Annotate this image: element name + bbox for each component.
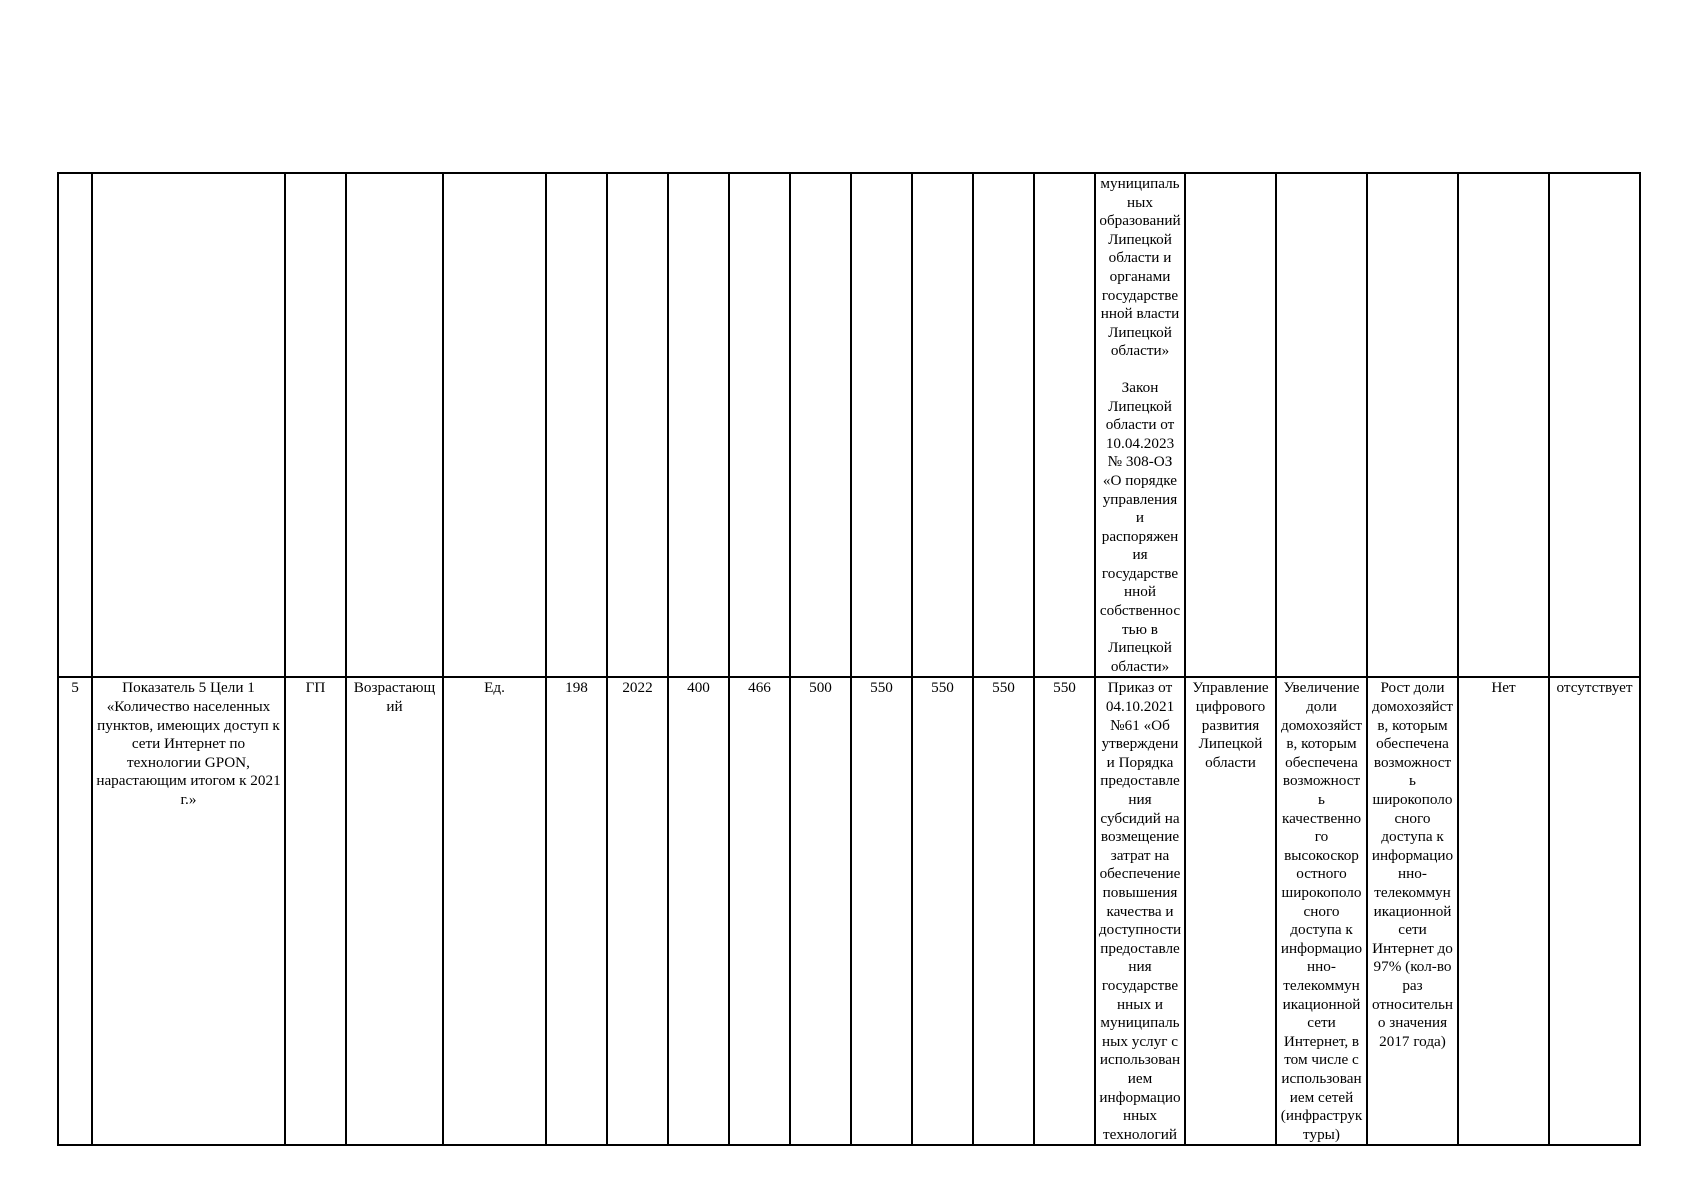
national-goal-line: 97% (кол-во: [1373, 958, 1452, 976]
cell-responsible-empty: [1185, 173, 1276, 677]
national-goal-line: ь: [1409, 772, 1416, 790]
document-line: и: [1135, 509, 1145, 527]
document-line: государстве: [1101, 976, 1179, 994]
national-goal-line: в, которым: [1377, 716, 1448, 734]
goal-link-line: доступа к: [1290, 921, 1353, 939]
document-line: муниципаль: [1100, 1014, 1180, 1032]
document-line: области и: [1108, 249, 1172, 267]
document-line: Приказ от: [1107, 679, 1173, 697]
table-row-continued: [58, 173, 1640, 677]
document-line: затрат на: [1110, 846, 1170, 864]
goal-link-line: возможност: [1282, 772, 1361, 790]
cell-value-year-6: 550: [973, 677, 1034, 1145]
national-goal-line: возможност: [1373, 753, 1452, 771]
document-line: государстве: [1101, 286, 1179, 304]
cell-unit: Ед.: [443, 677, 546, 1145]
table-row-5: [58, 677, 1640, 1145]
document-line: № 308-ОЗ: [1107, 453, 1173, 471]
goal-link-line: сети: [1307, 1014, 1336, 1032]
cell-responsible: Управление цифрового развития Липецкой области: [1185, 677, 1276, 1145]
goal-link-line: том числе с: [1284, 1051, 1359, 1069]
cell-trend: Возрастающ ий: [346, 677, 443, 1145]
cell-base-value-empty: [546, 173, 607, 677]
document-line: возмещение: [1100, 828, 1180, 846]
document-line: предоставле: [1100, 772, 1180, 790]
goal-link-line: информацио: [1280, 939, 1363, 957]
cell-value-empty: [973, 173, 1034, 677]
document-line: государстве: [1101, 564, 1179, 582]
cell-indicator: Показатель 5 Цели 1 «Количество населенных пунктов, имеющих доступ к сети Интернет по технологии GPON, нарастающим итогом к 2021 г.»: [92, 677, 285, 1145]
goal-link-line: ием сетей: [1289, 1088, 1354, 1106]
document-line: ных: [1127, 193, 1153, 211]
cell-value-empty: [790, 173, 851, 677]
cell-gis-flag-empty: [1458, 173, 1549, 677]
goal-link-line: туры): [1303, 1125, 1340, 1143]
document-line: нной власти: [1100, 305, 1180, 323]
cell-base-year: 2022: [607, 677, 668, 1145]
cell-document: [1095, 677, 1185, 1145]
goal-link-line: высокоскор: [1284, 846, 1359, 864]
document-line: распоряжен: [1101, 527, 1179, 545]
cell-trend-empty: [346, 173, 443, 677]
cell-number-empty: [58, 173, 92, 677]
document-line: Липецкой: [1108, 230, 1172, 248]
document-line: нных: [1122, 1107, 1158, 1125]
cell-value-empty: [912, 173, 973, 677]
cell-document-continued: [1095, 173, 1185, 677]
cell-base-value: 198: [546, 677, 607, 1145]
document-line: доступности: [1098, 921, 1182, 939]
document-line: тью в: [1122, 620, 1158, 638]
cell-number: 5: [58, 677, 92, 1145]
document-line: ием: [1127, 1069, 1153, 1087]
cell-value-year-3: 500: [790, 677, 851, 1145]
cell-unit-empty: [443, 173, 546, 677]
national-goal-line: Рост доли: [1380, 679, 1445, 697]
document-line: области»: [1110, 657, 1170, 675]
national-goal-line: сети: [1398, 921, 1427, 939]
goal-link-line: домохозяйст: [1281, 716, 1362, 734]
national-goal-line: информацио: [1371, 846, 1454, 864]
cell-value-empty: [851, 173, 912, 677]
goal-link-line: обеспечена: [1285, 753, 1358, 771]
goal-link-line: Увеличение: [1283, 679, 1360, 697]
goal-link-line: в, которым: [1286, 735, 1357, 753]
document-line: ния: [1128, 958, 1152, 976]
document-line: 04.10.2021: [1105, 698, 1175, 716]
cell-national-goal: [1367, 677, 1458, 1145]
cell-value-empty: [668, 173, 729, 677]
national-goal-line: сного: [1394, 809, 1431, 827]
national-goal-line: икационной: [1373, 902, 1452, 920]
goal-link-line: телекоммун: [1283, 976, 1360, 994]
document-line: нной: [1124, 583, 1156, 601]
cell-value-year-2: 466: [729, 677, 790, 1145]
goal-link-line: го: [1314, 828, 1329, 846]
cell-value-empty: [1034, 173, 1095, 677]
document-line: использован: [1099, 1051, 1181, 1069]
document-line: информацио: [1099, 1088, 1181, 1106]
document-line: субсидий на: [1100, 809, 1180, 827]
cell-value-year-7: 550: [1034, 677, 1095, 1145]
document-line: области»: [1110, 342, 1170, 360]
document-line: и Порядка: [1106, 753, 1174, 771]
document-gap: [1097, 361, 1183, 379]
document-line: собственнос: [1099, 602, 1181, 620]
goal-link-line: использован: [1281, 1069, 1362, 1087]
document-line: Закон: [1121, 378, 1159, 396]
national-goal-line: обеспечена: [1376, 735, 1449, 753]
document-line: утверждени: [1101, 735, 1179, 753]
document-line: нных и: [1117, 995, 1163, 1013]
cell-value-year-5: 550: [912, 677, 973, 1145]
indicators-table: [57, 172, 1641, 1146]
document-line: качества и: [1106, 902, 1174, 920]
national-goal-line: относительн: [1371, 995, 1453, 1013]
goal-link-line: (инфраструк: [1280, 1107, 1363, 1125]
document-line: 10.04.2023: [1105, 434, 1175, 452]
cell-value-empty: [729, 173, 790, 677]
document-line: области от: [1105, 416, 1175, 434]
document-line: предоставле: [1100, 939, 1180, 957]
document-line: «О порядке: [1102, 471, 1178, 489]
goal-link-line: ь: [1318, 791, 1325, 808]
national-goal-line: домохозяйст: [1372, 698, 1453, 716]
national-goal-line: широкополо: [1372, 791, 1453, 808]
national-goal-line: о значения: [1377, 1014, 1448, 1032]
document-line: управления: [1102, 490, 1178, 508]
document-line: Липецкой: [1108, 639, 1172, 657]
national-goal-line: нно-: [1398, 865, 1427, 883]
cell-base-year-empty: [607, 173, 668, 677]
goal-link-line: Интернет, в: [1283, 1032, 1360, 1050]
document-line: технологий: [1103, 1125, 1177, 1143]
cell-gis-flag: Нет: [1458, 677, 1549, 1145]
cell-value-year-1: 400: [668, 677, 729, 1145]
cell-goal-link: [1276, 677, 1367, 1145]
document-line: органами: [1109, 267, 1171, 285]
cell-level: ГП: [285, 677, 346, 1145]
national-goal-line: Интернет до: [1372, 939, 1453, 957]
national-goal-line: телекоммун: [1374, 883, 1451, 901]
national-goal-line: раз: [1402, 976, 1423, 994]
document-line: повышения: [1102, 883, 1178, 901]
cell-level-empty: [285, 173, 346, 677]
goal-link-line: широкополо: [1281, 883, 1362, 901]
cell-goal-link-empty: [1276, 173, 1367, 677]
document-line: Липецкой: [1108, 397, 1172, 415]
cell-indicator-empty: [92, 173, 285, 677]
national-goal-line: 2017 года): [1379, 1032, 1446, 1050]
document-line: обеспечение: [1099, 865, 1181, 883]
goal-link-line: остного: [1296, 865, 1347, 883]
goal-link-line: доли: [1306, 698, 1337, 716]
document-line: ия: [1132, 546, 1148, 564]
document-line: ния: [1128, 791, 1152, 808]
cell-info-system: отсутствует: [1549, 677, 1640, 1145]
document-line: Липецкой: [1108, 323, 1172, 341]
document-line: №61 «Об: [1110, 716, 1170, 734]
national-goal-line: доступа к: [1381, 828, 1444, 846]
goal-link-line: нно-: [1307, 958, 1336, 976]
cell-value-year-4: 550: [851, 677, 912, 1145]
document-line: образований: [1099, 212, 1181, 230]
cell-info-system-empty: [1549, 173, 1640, 677]
document-line: ных услуг с: [1102, 1032, 1178, 1050]
goal-link-line: икационной: [1282, 995, 1361, 1013]
goal-link-line: сного: [1303, 902, 1340, 920]
document-line: муниципаль: [1100, 175, 1180, 192]
cell-national-goal-empty: [1367, 173, 1458, 677]
goal-link-line: качественно: [1281, 809, 1362, 827]
